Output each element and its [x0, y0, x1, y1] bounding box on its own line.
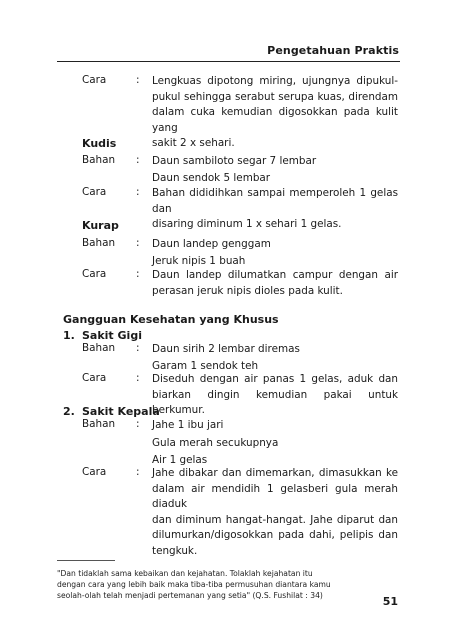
footnote-quote: [57, 568, 357, 601]
footnote-line: seolah-olah telah menjadi pertemanan yang setia" (Q.S. Fushilat : 34): [57, 591, 323, 600]
ingredient-item: Air 1 gelas: [152, 454, 208, 466]
ingredient-item: Daun landep genggam: [152, 238, 271, 250]
text-line: biarkan dingin kemudian pakai untuk berkumur.: [152, 388, 398, 416]
kurap-title: Kurap: [82, 219, 119, 232]
cara-label: Cara: [82, 466, 107, 478]
kudis-title: Kudis: [82, 137, 117, 150]
colon: :: [136, 342, 140, 354]
ingredient-item: Daun sambiloto segar 7 lembar: [152, 155, 317, 167]
colon: :: [136, 268, 140, 280]
bahan-label: Bahan: [82, 342, 116, 354]
sakit-kepala-title: Sakit Kepala: [82, 405, 160, 418]
bahan-list: [152, 417, 398, 470]
text-line: Jahe dibakar dan dimemarkan, dimasukkan ke: [152, 467, 398, 479]
item-number: 2.: [63, 405, 75, 418]
sakit-gigi-title: Sakit Gigi: [82, 329, 142, 342]
text-line: dilumurkan/digosokkan pada dahi, pelipis dan: [152, 529, 398, 541]
cara-label: Cara: [82, 186, 107, 198]
text-line: sakit 2 x sehari.: [152, 137, 235, 149]
colon: :: [136, 466, 140, 478]
ingredient-item: Jeruk nipis 1 buah: [152, 255, 246, 267]
text-line: dalam air mendidih 1 gelasberi gula merah diaduk: [152, 482, 398, 510]
colon: :: [136, 372, 140, 384]
colon: :: [136, 418, 140, 430]
cara-label: Cara: [82, 372, 107, 384]
footnote-line: "Dan tidaklah sama kebaikan dan kejahatan. Tolaklah kejahatan itu: [57, 569, 313, 578]
text-line: disaring diminum 1 x sehari 1 gelas.: [152, 218, 342, 230]
running-header-title: Pengetahuan Praktis: [267, 44, 399, 57]
text-line: Daun landep dilumatkan campur dengan air: [152, 269, 398, 281]
text-line: Diseduh dengan air panas 1 gelas, aduk dan: [152, 373, 398, 385]
bahan-label: Bahan: [82, 237, 116, 249]
header-divider: [57, 61, 400, 62]
bahan-label: Bahan: [82, 154, 116, 166]
cara-text: [152, 466, 398, 559]
cara-text: [152, 74, 398, 152]
text-line: dalam cuka kemudian digosokkan pada kulit yang: [152, 106, 398, 134]
text-line: dan diminum hangat-hangat. Jahe diparut dan: [152, 513, 398, 526]
ingredient-item: Daun sendok 5 lembar: [152, 172, 271, 184]
colon: :: [136, 186, 140, 198]
cara-text: [152, 186, 398, 233]
ingredient-item: Daun sirih 2 lembar diremas: [152, 343, 300, 355]
cara-text: [152, 268, 398, 299]
text-line: Lengkuas dipotong miring, ujungnya dipukul-: [152, 75, 398, 87]
colon: :: [136, 154, 140, 166]
text-line: Bahan dididihkan sampai memperoleh 1 gelas dan: [152, 187, 398, 215]
footnote-line: dengan cara yang lebih baik maka tiba-tiba permusuhan diantara kamu: [57, 580, 331, 589]
bahan-list: [152, 153, 398, 187]
text-line: tengkuk.: [152, 544, 198, 557]
page-number: 51: [382, 595, 398, 608]
ingredient-item: Gula merah secukupnya: [152, 436, 279, 449]
bahan-list: [152, 341, 398, 375]
bahan-label: Bahan: [82, 418, 116, 430]
cara-label: Cara: [82, 268, 107, 280]
ingredient-item: Garam 1 sendok teh: [152, 360, 259, 372]
item-number: 1.: [63, 329, 75, 342]
cara-label: Cara: [82, 74, 107, 86]
bahan-list: [152, 236, 398, 270]
text-line: perasan jeruk nipis dioles pada kulit.: [152, 284, 343, 297]
colon: :: [136, 237, 140, 249]
text-line: pukul sehingga serabut serupa kuas, direndam: [152, 90, 398, 103]
footnote-divider: [57, 560, 115, 561]
cara-text: [152, 372, 398, 419]
section-heading: Gangguan Kesehatan yang Khusus: [63, 313, 279, 326]
colon: :: [136, 74, 140, 86]
ingredient-item: Jahe 1 ibu jari: [152, 419, 224, 431]
